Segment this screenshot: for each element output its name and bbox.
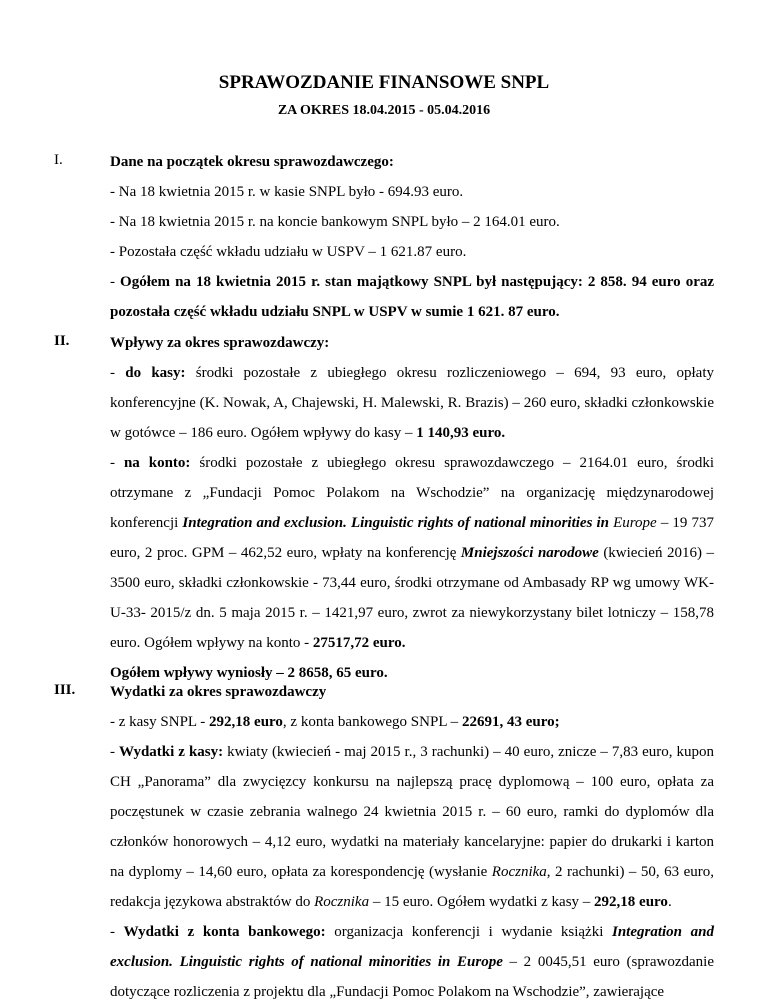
- section-2-conference-title: Integration and exclusion. Linguistic rights of national minorities in: [182, 515, 610, 531]
- section-3-summary-a: - z kasy SNPL -: [110, 714, 210, 730]
- section-2-numeral: II.: [54, 333, 70, 349]
- section-3-kasa-label: Wydatki z kasy:: [119, 744, 224, 760]
- section-2-europe: Europe: [609, 515, 657, 531]
- section-2-kasa-paragraph: [110, 358, 714, 448]
- section-3-kasa-prefix: -: [110, 744, 119, 760]
- section-2-conference-2: Mniejszości narodowe: [460, 545, 599, 561]
- section-3-summary-line: [110, 707, 714, 737]
- section-3-kasa-end: .: [667, 894, 672, 910]
- section-3-kasa-text-3: – 15 euro. Ogółem wydatki z kasy –: [369, 894, 595, 910]
- section-3-kasa-paragraph: [110, 737, 714, 917]
- section-2-heading: Wpływy za okres sprawozdawczy:: [110, 335, 330, 351]
- section-1-body: [110, 147, 714, 327]
- section-1-summary-prefix: -: [110, 274, 121, 290]
- section-3-numeral: III.: [54, 682, 76, 698]
- section-3-kasa-amount: 292,18 euro: [209, 714, 283, 730]
- section-3-bank-text-1: organizacja konferencji i wydanie książki: [325, 924, 612, 940]
- section-3-heading: Wydatki za okres sprawozdawczy: [110, 684, 327, 700]
- section-3-rocznika-2: Rocznika: [314, 894, 370, 910]
- section-2-konto-label: na konto:: [123, 455, 191, 471]
- section-2-konto-text-3: (kwiecień 2016) – 3500 euro, składki członkowskie - 73,44 euro, środki otrzymane od Ambasady RP wg umowy WK-U-33- 2015/z dn. 5 maja 2015 r. – 1421,97 euro, zwrot za niewykorzystany bilet lotniczy – 158,78 euro. Ogółem wpływy na konto -: [110, 545, 714, 651]
- section-3-kasa-text-1: kwiaty (kwiecień - maj 2015 r., 3 rachunki) – 40 euro, znicze – 7,83 euro, kupon CH „Panorama” dla zwycięzcy konkursu na najlepszą pracę dyplomową – 100 euro, opłata za poczęstunek w czasie zebrania walnego 24 kwietnia 2015 r. – 60 euro, ramki do dyplomów dla członków honorowych – 4,12 euro, wydatki na materiały kancelaryjne: papier do drukarki i karton na dyplomy – 14,60 euro, opłata za korespondencję (wysłanie: [110, 744, 715, 880]
- section-3-bank-title: Integration and exclusion. Linguistic rights of national minorities in Europe: [110, 924, 714, 970]
- section-2-total: Ogółem wpływy wyniosły – 2 8658, 65 euro.: [110, 665, 388, 681]
- section-1-line-3: - Pozostała część wkładu udziału w USPV – 1 621.87 euro.: [110, 244, 467, 260]
- section-3-bank-text-2: – 2 0045,51 euro (sprawozdanie dotyczące rozliczenia z projektu dla „Fundacji Pomoc Polakom na Wschodzie”, zawierające: [110, 954, 714, 1000]
- section-3-rocznika-1: Rocznika: [491, 864, 547, 880]
- section-2-body: [110, 328, 714, 688]
- section-3-kasa-total: 292,18 euro: [594, 894, 668, 910]
- section-3-kasa-text-2: , 2 rachunki) – 50, 63 euro, redakcja językowa abstraktów do: [110, 864, 714, 910]
- section-2-konto-total: 27517,72 euro.: [312, 635, 406, 651]
- section-3-summary-b: , z konta bankowego SNPL –: [282, 714, 462, 730]
- section-2-kasa-total: 1 140,93 euro.: [416, 425, 506, 441]
- section-1-line-1: - Na 18 kwietnia 2015 r. w kasie SNPL było - 694.93 euro.: [110, 184, 464, 200]
- section-2-konto-text-2: – 19 737 euro, 2 proc. GPM – 462,52 euro, wpłaty na konferencję: [110, 515, 714, 561]
- section-2-kasa-text: środki pozostałe z ubiegłego okresu rozliczeniowego – 694, 93 euro, opłaty konferencyjne (K. Nowak, A, Chajewski, H. Malewski, R. Brazis) – 260 euro, składki członkowskie w gotówce – 186 euro. Ogółem wpływy do kasy –: [110, 365, 714, 441]
- section-3-body: [110, 677, 714, 1007]
- section-2-kasa-label: do kasy:: [125, 365, 186, 381]
- section-2-konto-prefix: -: [110, 455, 124, 471]
- section-1-summary-text: Ogółem na 18 kwietnia 2015 r. stan majątkowy SNPL był następujący: 2 858. 94 euro oraz pozostała część wkładu udziału SNPL w USPV w sumie 1 621. 87 euro.: [110, 274, 715, 320]
- section-2-konto-paragraph: [110, 448, 714, 658]
- section-3-konto-amount: 22691, 43 euro;: [461, 714, 560, 730]
- section-1-heading: Dane na początek okresu sprawozdawczego:: [110, 154, 394, 170]
- section-1-line-2: - Na 18 kwietnia 2015 r. na koncie bankowym SNPL było – 2 164.01 euro.: [110, 214, 560, 230]
- section-2-konto-text-1: środki pozostałe z ubiegłego okresu sprawozdawczego – 2164.01 euro, środki otrzymane z „Fundacji Pomoc Polakom na Wschodzie” na organizację międzynarodowej konferencji: [110, 455, 714, 531]
- section-1-summary: [110, 267, 714, 327]
- section-3-bank-prefix: -: [110, 924, 124, 940]
- section-2-kasa-prefix: -: [110, 365, 126, 381]
- section-3-bank-label: Wydatki z konta bankowego:: [123, 924, 326, 940]
- section-1-numeral: I.: [54, 152, 63, 168]
- document-title: SPRAWOZDANIE FINANSOWE SNPL: [218, 72, 550, 93]
- document-subtitle: ZA OKRES 18.04.2015 - 05.04.2016: [277, 103, 491, 118]
